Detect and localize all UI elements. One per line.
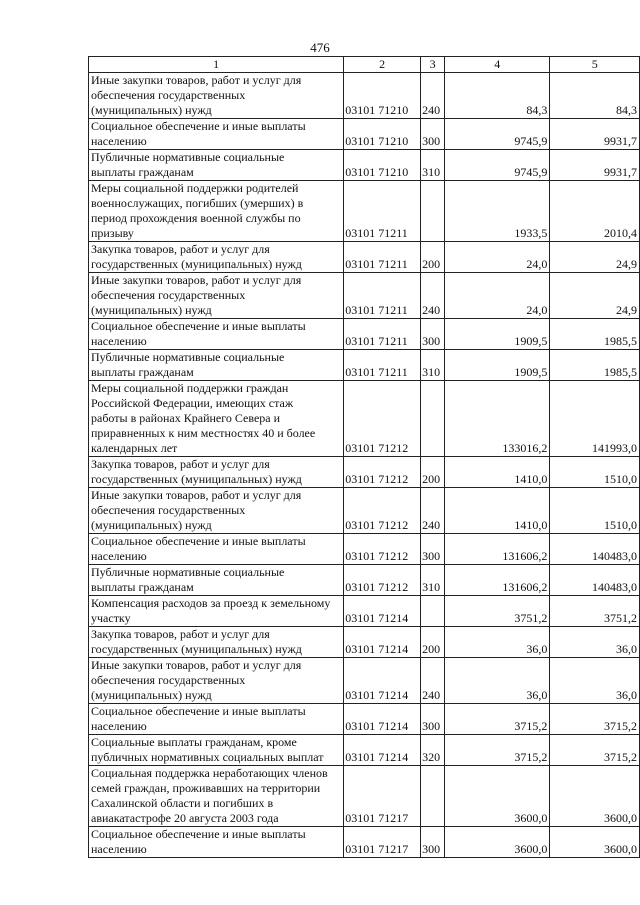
table-row	[89, 457, 640, 488]
table-row	[89, 488, 640, 534]
expense-type-cell: 310	[421, 565, 445, 596]
amount-col5-cell: 3715,2	[550, 704, 640, 735]
expense-name-cell: Закупка товаров, работ и услуг для государственных (муниципальных) нужд	[89, 242, 344, 273]
expense-type-cell: 300	[421, 827, 445, 858]
table-row	[89, 242, 640, 273]
amount-col5-cell: 1985,5	[550, 319, 640, 350]
amount-col4-cell: 3751,2	[445, 596, 550, 627]
classification-code-cell: 03101 71210	[344, 119, 421, 150]
column-header: 3	[421, 57, 445, 73]
budget-table	[88, 56, 640, 858]
amount-col4-cell: 3600,0	[445, 766, 550, 827]
expense-name-cell: Социальная поддержка неработающих членов семей граждан, проживавших на территории Сахалинской области и погибших в авиакатастрофе 20 августа 2003 года	[89, 766, 344, 827]
classification-code-cell: 03101 71214	[344, 627, 421, 658]
expense-type-cell: 320	[421, 735, 445, 766]
amount-col5-cell: 24,9	[550, 273, 640, 319]
expense-name-cell: Закупка товаров, работ и услуг для государственных (муниципальных) нужд	[89, 457, 344, 488]
amount-col5-cell: 3751,2	[550, 596, 640, 627]
expense-name-cell: Социальное обеспечение и иные выплаты населению	[89, 534, 344, 565]
amount-col4-cell: 24,0	[445, 273, 550, 319]
expense-type-cell: 310	[421, 350, 445, 381]
expense-type-cell: 300	[421, 704, 445, 735]
expense-name-cell: Социальное обеспечение и иные выплаты населению	[89, 319, 344, 350]
classification-code-cell: 03101 71214	[344, 735, 421, 766]
table-row	[89, 827, 640, 858]
table-row	[89, 596, 640, 627]
expense-type-cell: 200	[421, 242, 445, 273]
classification-code-cell: 03101 71211	[344, 181, 421, 242]
amount-col5-cell: 9931,7	[550, 150, 640, 181]
classification-code-cell: 03101 71211	[344, 350, 421, 381]
expense-name-cell: Социальное обеспечение и иные выплаты населению	[89, 704, 344, 735]
amount-col4-cell: 1933,5	[445, 181, 550, 242]
amount-col4-cell: 3715,2	[445, 735, 550, 766]
expense-type-cell	[421, 596, 445, 627]
table-row	[89, 704, 640, 735]
expense-type-cell: 240	[421, 488, 445, 534]
classification-code-cell: 03101 71210	[344, 73, 421, 119]
amount-col5-cell: 1510,0	[550, 488, 640, 534]
table-row	[89, 565, 640, 596]
table-row	[89, 150, 640, 181]
header-row	[89, 57, 640, 73]
amount-col4-cell: 3715,2	[445, 704, 550, 735]
amount-col5-cell: 1510,0	[550, 457, 640, 488]
amount-col4-cell: 9745,9	[445, 119, 550, 150]
expense-type-cell: 300	[421, 319, 445, 350]
expense-name-cell: Закупка товаров, работ и услуг для государственных (муниципальных) нужд	[89, 627, 344, 658]
column-header: 5	[550, 57, 640, 73]
classification-code-cell: 03101 71214	[344, 704, 421, 735]
amount-col5-cell: 3715,2	[550, 735, 640, 766]
amount-col4-cell: 133016,2	[445, 381, 550, 457]
table-row	[89, 350, 640, 381]
amount-col4-cell: 131606,2	[445, 534, 550, 565]
expense-type-cell: 300	[421, 119, 445, 150]
classification-code-cell: 03101 71211	[344, 242, 421, 273]
expense-type-cell: 240	[421, 73, 445, 119]
amount-col5-cell: 140483,0	[550, 565, 640, 596]
amount-col5-cell: 24,9	[550, 242, 640, 273]
amount-col4-cell: 24,0	[445, 242, 550, 273]
table-row	[89, 735, 640, 766]
expense-name-cell: Социальные выплаты гражданам, кроме публичных нормативных социальных выплат	[89, 735, 344, 766]
amount-col4-cell: 131606,2	[445, 565, 550, 596]
classification-code-cell: 03101 71217	[344, 827, 421, 858]
table-row	[89, 181, 640, 242]
amount-col5-cell: 141993,0	[550, 381, 640, 457]
amount-col5-cell: 3600,0	[550, 827, 640, 858]
amount-col4-cell: 1909,5	[445, 319, 550, 350]
expense-type-cell: 300	[421, 534, 445, 565]
expense-type-cell	[421, 381, 445, 457]
amount-col5-cell: 36,0	[550, 658, 640, 704]
classification-code-cell: 03101 71212	[344, 488, 421, 534]
table-row	[89, 534, 640, 565]
amount-col4-cell: 84,3	[445, 73, 550, 119]
expense-name-cell: Публичные нормативные социальные выплаты гражданам	[89, 565, 344, 596]
expense-name-cell: Иные закупки товаров, работ и услуг для обеспечения государственных (муниципальных) нужд	[89, 273, 344, 319]
page-number: 476	[310, 40, 330, 55]
amount-col4-cell: 1410,0	[445, 457, 550, 488]
expense-name-cell: Компенсация расходов за проезд к земельному участку	[89, 596, 344, 627]
amount-col4-cell: 1909,5	[445, 350, 550, 381]
amount-col4-cell: 36,0	[445, 658, 550, 704]
classification-code-cell: 03101 71214	[344, 596, 421, 627]
table-row	[89, 119, 640, 150]
expense-type-cell: 200	[421, 457, 445, 488]
classification-code-cell: 03101 71211	[344, 319, 421, 350]
amount-col5-cell: 36,0	[550, 627, 640, 658]
expense-name-cell: Меры социальной поддержки граждан Российской Федерации, имеющих стаж работы в районах Крайнего Севера и приравненных к ним местностях 40 и более календарных лет	[89, 381, 344, 457]
table-row	[89, 381, 640, 457]
classification-code-cell: 03101 71210	[344, 150, 421, 181]
expense-name-cell: Социальное обеспечение и иные выплаты населению	[89, 119, 344, 150]
amount-col5-cell: 1985,5	[550, 350, 640, 381]
classification-code-cell: 03101 71212	[344, 381, 421, 457]
classification-code-cell: 03101 71212	[344, 534, 421, 565]
table-row	[89, 658, 640, 704]
classification-code-cell: 03101 71212	[344, 457, 421, 488]
expense-type-cell	[421, 181, 445, 242]
table-row	[89, 627, 640, 658]
expense-name-cell: Иные закупки товаров, работ и услуг для обеспечения государственных (муниципальных) нужд	[89, 73, 344, 119]
table-row	[89, 73, 640, 119]
table-row	[89, 273, 640, 319]
amount-col5-cell: 84,3	[550, 73, 640, 119]
table-row	[89, 766, 640, 827]
column-header: 2	[344, 57, 421, 73]
amount-col4-cell: 1410,0	[445, 488, 550, 534]
expense-name-cell: Иные закупки товаров, работ и услуг для обеспечения государственных (муниципальных) нужд	[89, 658, 344, 704]
column-header: 4	[445, 57, 550, 73]
expense-name-cell: Публичные нормативные социальные выплаты гражданам	[89, 150, 344, 181]
amount-col4-cell: 3600,0	[445, 827, 550, 858]
classification-code-cell: 03101 71211	[344, 273, 421, 319]
table-row	[89, 319, 640, 350]
expense-type-cell: 240	[421, 273, 445, 319]
expense-name-cell: Иные закупки товаров, работ и услуг для обеспечения государственных (муниципальных) нужд	[89, 488, 344, 534]
classification-code-cell: 03101 71214	[344, 658, 421, 704]
amount-col5-cell: 140483,0	[550, 534, 640, 565]
expense-type-cell: 200	[421, 627, 445, 658]
expense-name-cell: Меры социальной поддержки родителей военнослужащих, погибших (умерших) в период прохождения военной службы по призыву	[89, 181, 344, 242]
expense-type-cell	[421, 766, 445, 827]
amount-col5-cell: 2010,4	[550, 181, 640, 242]
expense-name-cell: Публичные нормативные социальные выплаты гражданам	[89, 350, 344, 381]
classification-code-cell: 03101 71217	[344, 766, 421, 827]
expense-name-cell: Социальное обеспечение и иные выплаты населению	[89, 827, 344, 858]
column-header: 1	[89, 57, 344, 73]
classification-code-cell: 03101 71212	[344, 565, 421, 596]
amount-col5-cell: 9931,7	[550, 119, 640, 150]
amount-col4-cell: 36,0	[445, 627, 550, 658]
table-body	[89, 73, 640, 858]
expense-type-cell: 240	[421, 658, 445, 704]
expense-type-cell: 310	[421, 150, 445, 181]
amount-col4-cell: 9745,9	[445, 150, 550, 181]
amount-col5-cell: 3600,0	[550, 766, 640, 827]
